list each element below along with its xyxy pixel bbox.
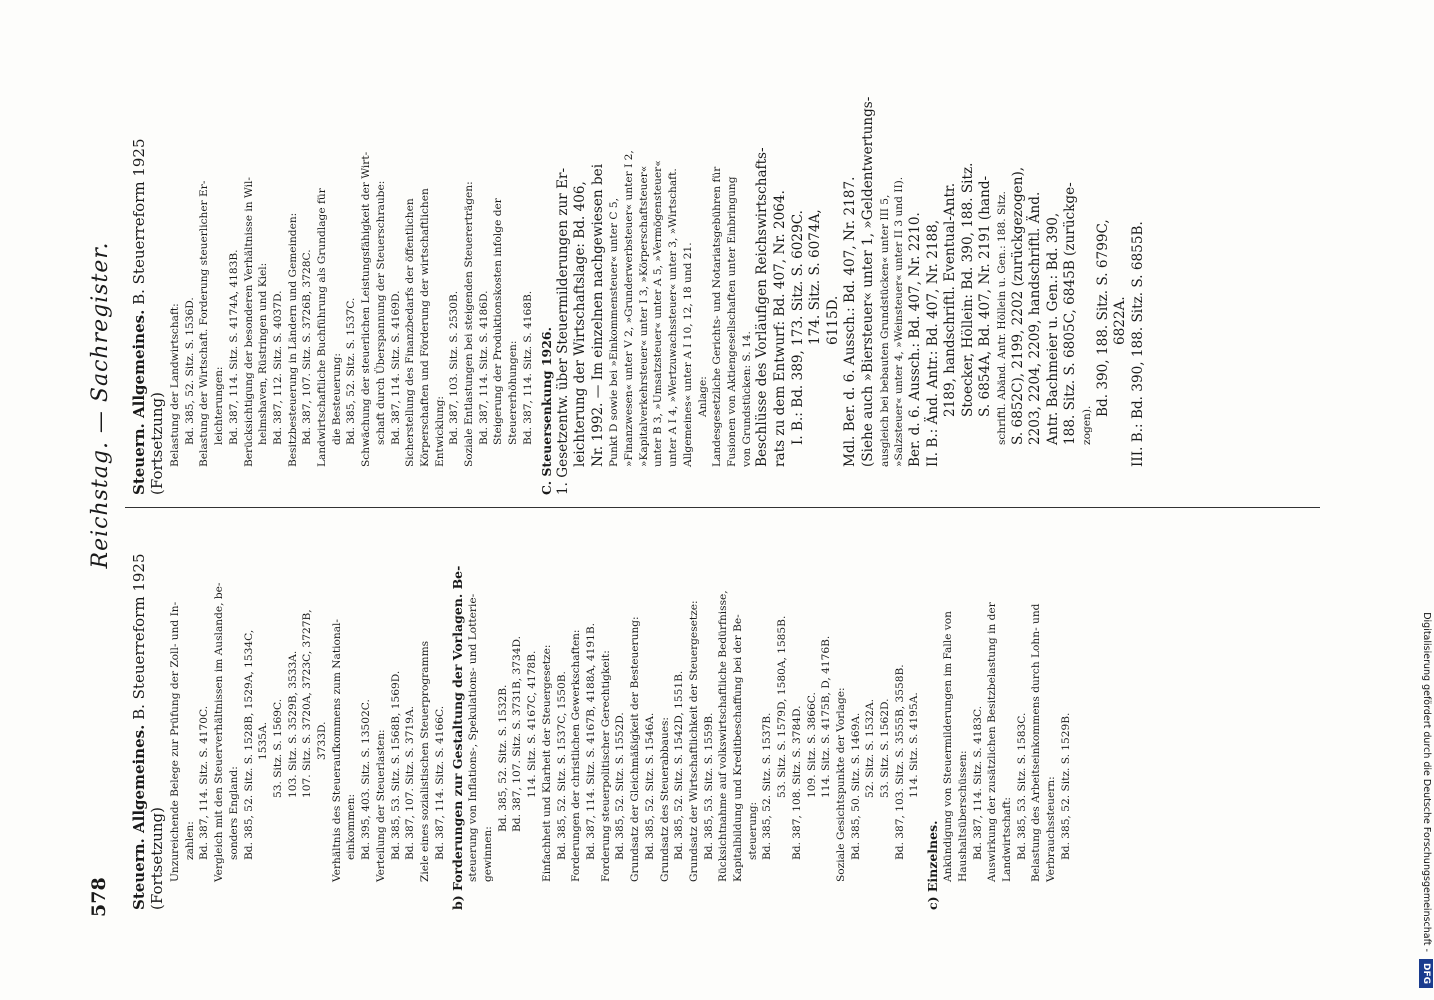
- left-entries: [168, 510, 1073, 910]
- index-entry-line: Auswirkung der zusätzlichen Besitzbelastung in der: [986, 602, 999, 882]
- index-entry-line: Bd. 387, 114. Sitz. S. 4174A, 4183B.: [227, 249, 240, 445]
- index-entry-line: schriftl. Abänd. Antr. Höllein u. Gen.: 188. Sitz.: [995, 191, 1008, 445]
- index-entry-line: Verhältnis des Steueraufkommens zum National-: [330, 619, 343, 882]
- index-entry-line: 6115D.: [824, 295, 841, 345]
- index-entry-line: Bd. 387, 103. Sitz. S. 2530B.: [448, 290, 461, 445]
- index-entry-line: rats zu dem Entwurf: Bd. 407, Nr. 2064.: [771, 190, 788, 467]
- index-entry-line: Schwächung der steuerlichen Leistungsfähigkeit der Wirt-: [360, 151, 373, 467]
- digitization-credit: [1418, 8, 1434, 988]
- index-entry-line: Bd. 387, 114. Sitz. S. 4166C.: [433, 705, 446, 860]
- index-entry-line: I. B.: Bd. 389, 173. Sitz. S. 6029C.: [789, 210, 806, 445]
- index-entry-line: Soziale Gesichtspunkte der Vorlage:: [834, 687, 847, 882]
- index-entry-line: helmshaven, Rüstringen und Kiel:: [257, 262, 270, 445]
- index-entry-line: zahlen:: [183, 821, 196, 860]
- right-heading-cont: (Fortsetzung): [148, 392, 166, 495]
- index-entry-line: Bd. 385, 52. Sitz. S. 1542D, 1551B.: [673, 670, 686, 860]
- index-entry-line: Bd. 387, 114. Sitz. S. 4170C.: [198, 705, 211, 860]
- index-entry-line: c) Einzelnes.: [925, 820, 941, 910]
- index-entry-line: Haushaltsüberschüssen:: [956, 750, 969, 882]
- left-column: [130, 510, 1073, 910]
- index-entry-line: Bd. 385, 53. Sitz. S. 1568B, 1569D.: [389, 670, 402, 860]
- index-entry-line: Grundsatz der Gleichmäßigkeit der Besteuerung:: [629, 616, 642, 882]
- right-heading-bold: Steuern. Allgemeines.: [130, 309, 148, 495]
- index-entry-line: Bd. 385, 52. Sitz. S. 1537C.: [345, 297, 358, 445]
- index-entry-line: 114. Sitz. S. 4175B, D, 4176B.: [820, 635, 833, 798]
- right-column: [130, 75, 1147, 495]
- index-entry-line: steuerung:: [746, 801, 759, 860]
- index-entry-line: Sicherstellung des Finanzbedarfs der öffentlichen: [404, 198, 417, 467]
- index-entry-line: Forderungen der christlichen Gewerkschaften:: [570, 629, 583, 882]
- index-entry-line: Bd. 387, 114. Sitz. S. 4169D.: [389, 290, 402, 445]
- left-heading-rest: B. Steuerreform 1925: [130, 553, 148, 720]
- index-entry-line: Nr. 1992. — Im einzelnen nachgewiesen bei: [589, 163, 606, 467]
- column-divider: [125, 507, 1320, 508]
- index-entry-line: unter B 3, »Umsatzsteuer« unter A 5, »Vermögensteuer«: [652, 160, 665, 467]
- index-entry-line: Bd. 387, 107. Sitz. S. 3726B, 3728C.: [301, 249, 314, 445]
- index-entry-line: Vergleich mit den Steuerverhältnissen im Auslande, be-: [213, 582, 226, 882]
- index-entry-line: Bd. 387, 114. Sitz. S. 4186D.: [477, 290, 490, 445]
- credit-text: Digitalisierung gefördert durch die Deutsche Forschungsgemeinschaft -: [1421, 612, 1432, 952]
- index-entry-line: Steigerung der Produktionskosten infolge der: [492, 198, 505, 445]
- left-column-heading: [130, 510, 166, 910]
- index-entry-line: S. 6852C), 2199, 2202 (zurückgezogen),: [1009, 166, 1026, 445]
- index-entry-line: 2203, 2204, 2209, handschriftl. Änd.: [1027, 191, 1044, 445]
- index-entry-line: Kapitalbildung und Kreditbeschaffung bei der Be-: [732, 614, 745, 882]
- index-entry-line: Bd. 385, 53. Sitz. S. 1583C.: [1015, 712, 1028, 860]
- index-entry-line: Bd. 387, 114. Sitz. S. 4168B.: [521, 290, 534, 445]
- index-entry-line: Rücksichtnahme auf volkswirtschaftliche Bedürfnisse,: [717, 590, 730, 882]
- index-entry-line: Landesgesetzliche Gerichts- und Notariatsgebühren für: [711, 166, 724, 467]
- index-entry-line: Bd. 387, 107. Sitz. S. 3731B, 3734D.: [511, 636, 524, 832]
- index-entry-line: Landwirtschaftliche Buchführung als Grundlage für: [316, 188, 329, 467]
- index-entry-line: steuerung von Inflations-, Spekulations- und Lotterie-: [467, 593, 480, 882]
- index-entry-line: Antr. Bachmeier u. Gen.: Bd. 390,: [1044, 212, 1061, 445]
- index-entry-line: Punkt D sowie bei »Einkommensteuer« unter C 5,: [608, 198, 621, 467]
- index-entry-line: Bd. 385, 52. Sitz. S. 1537C, 1550B.: [555, 671, 568, 860]
- index-entry-line: Ziele eines sozialistischen Steuerprogramms: [418, 640, 431, 882]
- dfg-logo: DFG: [1419, 959, 1433, 988]
- index-entry-line: Beschlüsse des Vorläufigen Reichswirtschafts-: [754, 147, 771, 467]
- index-entry-line: 107. Sitz. S. 3720A, 3723C, 3727B,: [301, 609, 314, 798]
- index-entry-line: Bd. 385, 52. Sitz. S. 1546A.: [643, 712, 656, 860]
- index-entry-line: Forderung steuerpolitischer Gerechtigkeit:: [599, 650, 612, 882]
- right-heading-rest: B. Steuerreform 1925: [130, 138, 148, 305]
- index-entry-line: Fusionen von Aktiengesellschaften unter Einbringung: [725, 176, 738, 467]
- index-entry-line: 174. Sitz. S. 6074A,: [807, 209, 824, 345]
- running-title: Reichstag. — Sachregister.: [88, 241, 113, 569]
- index-entry-line: schaft durch Überspannung der Steuerschraube:: [374, 180, 387, 445]
- index-entry-line: 114. Sitz. S. 4195A.: [908, 692, 921, 798]
- index-entry-line: Soziale Entlastungen bei steigenden Steuererträgen:: [463, 181, 476, 467]
- index-entry-line: 53. Sitz. S. 1562D.: [879, 698, 892, 798]
- index-entry-line: 53. Sitz. S. 1569C.: [271, 698, 284, 798]
- index-entry-line: 2189, handschriftl. Eventual-Antr.: [942, 182, 959, 417]
- index-entry-line: ausgleich bei bebauten Grundstücken« unter III 5,: [878, 194, 891, 467]
- index-entry-line: von Grundstücken: S. 14.: [740, 331, 753, 467]
- index-entry-line: einkommen:: [345, 793, 358, 860]
- index-entry-line: S. 6854A, Bd. 407, Nr. 2191 (hand-: [977, 175, 994, 417]
- index-entry-line: leichterungen:: [213, 366, 226, 445]
- index-entry-line: Bd. 387, 114. Sitz. S. 4167B, 4188A, 4191B.: [584, 623, 597, 860]
- index-entry-line: 114. Sitz. S. 4167C, 4178B.: [526, 650, 539, 798]
- index-entry-line: II. B.: Änd. Antr.: Bd. 407, Nr. 2188,: [924, 219, 941, 467]
- index-entry-line: Ber. d. 6. Aussch.: Bd. 407, Nr. 2210.: [906, 212, 923, 467]
- index-entry-line: Bd. 385, 50. Sitz. S. 1469A.: [849, 712, 862, 860]
- index-entry-line: sonders England:: [227, 766, 240, 860]
- index-entry-line: Bd. 385, 52. Sitz. S. 1528B, 1529A, 1534C,: [242, 629, 255, 860]
- index-entry-line: Bd. 385, 52. Sitz. S. 1529B.: [1059, 712, 1072, 860]
- index-entry-line: gewinnen:: [482, 826, 495, 882]
- index-entry-line: C. Steuersenkung 1926.: [538, 327, 554, 495]
- index-entry-line: Bd. 385, 52. Sitz. S. 1536D.: [183, 297, 196, 445]
- index-entry-line: Einfachheit und Klarheit der Steuergesetze:: [540, 644, 553, 882]
- index-entry-line: Bd. 385, 52. Sitz. S. 1532B.: [496, 684, 509, 832]
- index-entry-line: Verteilung der Steuerlasten:: [374, 729, 387, 882]
- index-entry-line: 1. Gesetzentw. über Steuermilderungen zur Er-: [554, 167, 571, 495]
- index-entry-line: III. B.: Bd. 390, 188. Sitz. S. 6855B.: [1129, 221, 1146, 467]
- index-entry-line: Körperschaften und Förderung der wirtschaftlichen: [418, 188, 431, 467]
- index-entry-line: 3733D.: [316, 721, 329, 760]
- page-number: 578: [88, 877, 110, 917]
- index-entry-line: Stoecker, Höllein: Bd. 390, 188. Sitz.: [959, 162, 976, 417]
- index-entry-line: Bd. 387, 114. Sitz. S. 4183C.: [971, 705, 984, 860]
- index-entry-line: Anlage:: [696, 376, 709, 417]
- right-column-heading: [130, 75, 166, 495]
- index-entry-line: »Kapitalverkehrsteuer« unter I 3, »Körperschaftsteuer«: [637, 165, 650, 467]
- index-entry-line: Unzureichende Belege zur Prüfung der Zoll- und In-: [169, 601, 181, 882]
- index-entry-line: »Finanzwesen« unter V 2, »Grunderwerbsteuer« unter I 2,: [623, 150, 636, 467]
- index-entry-line: Landwirtschaft:: [1000, 797, 1013, 882]
- index-entry-line: Bd. 385, 52. Sitz. S. 1537B.: [761, 712, 774, 860]
- index-entry-line: leichterung der Wirtschaftslage: Bd. 406,: [572, 181, 589, 467]
- index-entry-line: Bd. 387, 103. Sitz. S. 3555B, 3558B.: [893, 664, 906, 860]
- index-entry-line: Belastung des Arbeitseinkommens durch Lohn- und: [1030, 603, 1043, 882]
- left-heading-bold: Steuern. Allgemeines.: [130, 724, 148, 910]
- index-entry-line: Grundsatz der Wirtschaftlichkeit der Steuergesetze:: [687, 600, 700, 882]
- index-entry-line: Steuererhöhungen:: [507, 340, 520, 445]
- index-entry-line: 53. Sitz. S. 1579D, 1580A, 1585B.: [776, 615, 789, 798]
- page-header: [88, 0, 124, 1000]
- index-entry-line: b) Forderungen zur Gestaltung der Vorlagen. Be-: [450, 565, 466, 910]
- index-entry-line: die Besteuerung:: [330, 353, 343, 445]
- index-entry-line: Entwicklung:: [433, 395, 446, 467]
- index-entry-line: (Siehe auch »Biersteuer« unter 1, »Geldentwertungs-: [859, 96, 876, 467]
- index-entry-line: Bd. 385, 52. Sitz. S. 1552D.: [614, 712, 627, 860]
- index-entry-line: Besitzbesteuerung in Ländern und Gemeinden:: [286, 212, 299, 467]
- index-entry-line: 1535A.: [257, 722, 270, 760]
- index-entry-line: 6822A.: [1112, 296, 1129, 345]
- index-entry-line: Bd. 390, 188. Sitz. S. 6799C,: [1094, 219, 1111, 417]
- index-entry-line: Mdl. Ber. d. 6. Aussch.: Bd. 407, Nr. 2187.: [842, 176, 859, 467]
- index-entry-line: Bd. 387, 107. Sitz. S. 3719A.: [404, 705, 417, 860]
- index-entry-line: 52. Sitz. S. 1532A.: [864, 698, 877, 798]
- index-entry-line: 103. Sitz. S. 3529B, 3533A.: [286, 650, 299, 798]
- index-entry-line: Bd. 387, 108. Sitz. S. 3784D.: [790, 705, 803, 860]
- index-entry-line: Belastung der Landwirtschaft:: [169, 303, 181, 467]
- index-entry-line: »Salzsteuer« unter 4, »Weinsteuer« unter II 3 und II).: [893, 176, 906, 467]
- index-entry-line: 188. Sitz. S. 6805C, 6845B (zurückge-: [1062, 182, 1079, 445]
- index-entry-line: Ankündigung von Steuermilderungen im Falle von: [942, 611, 955, 882]
- index-entry-line: Verbrauchssteuern:: [1045, 776, 1058, 882]
- index-entry-line: Bd. 385, 53. Sitz. S. 1559B.: [702, 712, 715, 860]
- left-heading-cont: (Fortsetzung): [148, 807, 166, 910]
- index-entry-line: Belastung der Wirtschaft. Forderung steuerlicher Er-: [198, 180, 211, 467]
- index-entry-line: zogen).: [1081, 405, 1093, 445]
- index-entry-line: Bd. 395, 403. Sitz. S. 13502C.: [360, 699, 373, 860]
- index-entry-line: unter A I 4, »Wertzuwachssteuer« unter 3, »Wirtschaft.: [667, 168, 680, 467]
- index-entry-line: Bd. 387, 112. Sitz. S. 4037D.: [271, 290, 284, 445]
- index-entry-line: Berücksichtigung der besonderen Verhältnisse in Wil-: [242, 177, 255, 467]
- index-entry-line: 109. Sitz. S. 3866C.: [805, 692, 818, 798]
- index-entry-line: Grundsatz des Steuerabbaues:: [658, 717, 671, 882]
- index-entry-line: Allgemeines« unter A I 10, 12, 18 und 21.: [681, 242, 694, 467]
- right-entries: [168, 75, 1147, 495]
